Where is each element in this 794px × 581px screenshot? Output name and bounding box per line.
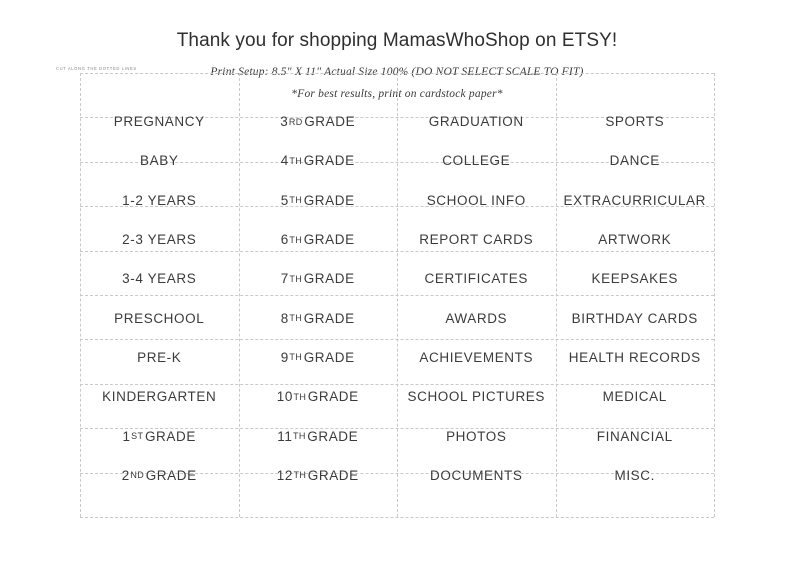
label-text: MISC. xyxy=(614,467,655,483)
page-title: Thank you for shopping MamasWhoShop on ETSY! xyxy=(176,30,618,51)
label-cell xyxy=(556,181,715,220)
label-text: 10 xyxy=(276,389,293,405)
label-cell xyxy=(556,416,715,455)
label-cell xyxy=(80,416,239,455)
label-text: 2-3 YEARS xyxy=(122,232,197,248)
label-grid xyxy=(80,102,714,495)
label-text: 12 xyxy=(276,467,293,483)
label-ordinal-suffix: ST xyxy=(131,431,144,442)
label-cell xyxy=(80,220,239,259)
label-text: HEALTH RECORDS xyxy=(568,349,701,365)
label-text: FINANCIAL xyxy=(596,428,673,444)
label-cell xyxy=(397,338,556,377)
label-cell xyxy=(80,102,239,141)
label-cell xyxy=(397,416,556,455)
label-tail-text: GRADE xyxy=(307,428,359,444)
label-ordinal-suffix: TH xyxy=(293,470,307,481)
label-cell xyxy=(397,456,556,495)
label-cell xyxy=(239,377,398,416)
label-text: COLLEGE xyxy=(442,153,511,169)
label-text: 3-4 YEARS xyxy=(122,271,197,287)
label-text: KINDERGARTEN xyxy=(102,389,217,405)
label-text: BABY xyxy=(140,153,179,169)
label-ordinal-suffix: TH xyxy=(289,155,303,166)
label-cell xyxy=(80,181,239,220)
label-text: BIRTHDAY CARDS xyxy=(571,310,698,326)
label-text: KEEPSAKES xyxy=(591,271,678,287)
label-text: 6 xyxy=(280,232,289,248)
label-ordinal-suffix: TH xyxy=(289,273,303,284)
label-text: SCHOOL PICTURES xyxy=(407,389,546,405)
label-text: 1 xyxy=(122,428,131,444)
label-text: 9 xyxy=(280,349,289,365)
label-cell xyxy=(239,338,398,377)
label-tail-text: GRADE xyxy=(307,389,359,405)
label-cell xyxy=(397,102,556,141)
label-text: ACHIEVEMENTS xyxy=(419,349,534,365)
cut-line-vertical xyxy=(714,73,715,517)
label-text: ARTWORK xyxy=(598,232,672,248)
label-text: 11 xyxy=(277,428,293,444)
label-tail-text: GRADE xyxy=(303,310,355,326)
label-tail-text: GRADE xyxy=(303,192,355,208)
label-tail-text: GRADE xyxy=(145,467,197,483)
label-cell xyxy=(556,102,715,141)
label-ordinal-suffix: ND xyxy=(130,470,145,481)
label-text: 8 xyxy=(280,310,289,326)
label-text: 4 xyxy=(280,153,289,169)
label-text: 7 xyxy=(280,271,289,287)
label-cell xyxy=(397,259,556,298)
label-cell xyxy=(397,377,556,416)
label-ordinal-suffix: TH xyxy=(289,195,303,206)
label-tail-text: GRADE xyxy=(303,153,355,169)
label-tail-text: GRADE xyxy=(303,232,355,248)
label-cell xyxy=(556,456,715,495)
label-cell xyxy=(556,141,715,180)
label-ordinal-suffix: TH xyxy=(289,313,303,324)
label-cell xyxy=(239,416,398,455)
cut-line-horizontal xyxy=(80,73,714,74)
label-cell xyxy=(239,181,398,220)
label-cell xyxy=(556,259,715,298)
label-tail-text: GRADE xyxy=(144,428,196,444)
label-text: 5 xyxy=(280,192,289,208)
label-ordinal-suffix: TH xyxy=(289,234,303,245)
label-cell xyxy=(80,456,239,495)
label-cell xyxy=(80,259,239,298)
label-text: DOCUMENTS xyxy=(430,467,523,483)
label-text: EXTRACURRICULAR xyxy=(563,192,707,208)
label-cell xyxy=(397,181,556,220)
label-ordinal-suffix: TH xyxy=(292,431,306,442)
cut-line-horizontal xyxy=(80,517,714,518)
label-text: DANCE xyxy=(609,153,660,169)
label-cell xyxy=(80,338,239,377)
label-ordinal-suffix: TH xyxy=(293,391,307,402)
label-cell xyxy=(80,141,239,180)
label-cell xyxy=(397,220,556,259)
label-text: PREGNANCY xyxy=(113,114,205,130)
label-cell xyxy=(397,141,556,180)
label-text: GRADUATION xyxy=(428,114,524,130)
label-cell xyxy=(239,220,398,259)
label-tail-text: GRADE xyxy=(304,114,356,130)
label-cell xyxy=(80,298,239,337)
label-tail-text: GRADE xyxy=(303,349,355,365)
label-ordinal-suffix: TH xyxy=(289,352,303,363)
label-text: 1-2 YEARS xyxy=(122,192,197,208)
label-ordinal-suffix: RD xyxy=(288,116,303,127)
cardstock-note: *For best results, print on cardstock paper* xyxy=(291,87,503,100)
label-cell xyxy=(239,141,398,180)
label-cell xyxy=(239,102,398,141)
label-cell xyxy=(556,377,715,416)
print-setup-line: Print Setup: 8.5" X 11" Actual Size 100% (DO NOT SELECT SCALE TO FIT) xyxy=(210,66,584,78)
label-text: PRE-K xyxy=(137,349,182,365)
label-text: PHOTOS xyxy=(446,428,507,444)
label-cell xyxy=(556,298,715,337)
label-cell xyxy=(556,220,715,259)
label-tail-text: GRADE xyxy=(307,467,359,483)
label-text: SCHOOL INFO xyxy=(426,192,526,208)
label-cell xyxy=(397,298,556,337)
label-text: CERTIFICATES xyxy=(424,271,528,287)
label-cell xyxy=(556,338,715,377)
label-text: 3 xyxy=(280,114,289,130)
label-text: SPORTS xyxy=(605,114,665,130)
label-text: 2 xyxy=(121,467,130,483)
label-text: AWARDS xyxy=(445,310,508,326)
label-cell xyxy=(80,377,239,416)
cut-guide-label: CUT ALONG THE DOTTED LINES xyxy=(56,66,137,71)
label-tail-text: GRADE xyxy=(303,271,355,287)
label-cell xyxy=(239,259,398,298)
label-cell xyxy=(239,456,398,495)
label-text: REPORT CARDS xyxy=(419,232,534,248)
label-text: MEDICAL xyxy=(602,389,667,405)
label-text: PRESCHOOL xyxy=(114,310,205,326)
label-cell xyxy=(239,298,398,337)
